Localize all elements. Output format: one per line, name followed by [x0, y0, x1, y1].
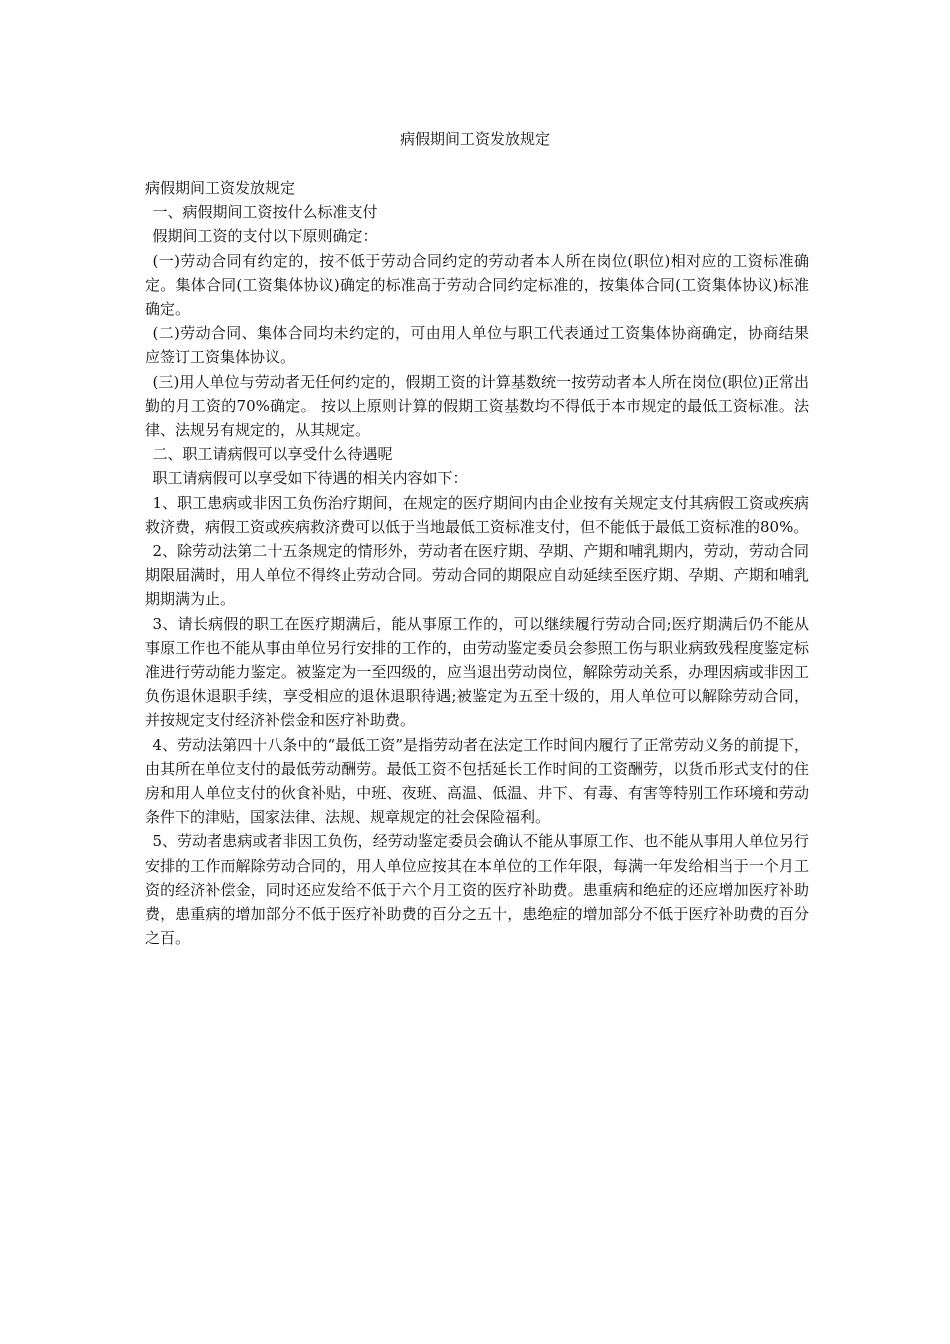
- document-body: [145, 176, 809, 951]
- section-heading-1: 一、病假期间工资按什么标准支付: [152, 203, 378, 222]
- paragraph-item-3: 3、请长病假的职工在医疗期满后，能从事原工作的，可以继续履行劳动合同;医疗期满后仍不能从事原工作也不能从事由单位另行安排的工作的，由劳动鉴定委员会参照工伤与职业病致残程度鉴定标准进行劳动能力鉴定。被鉴定为一至四级的，应当退出劳动岗位，解除劳动关系，办理因病或非因工负伤退休退职手续，享受相应的退休退职待遇;被鉴定为五至十级的，用人单位可以解除劳动合同，并按规定支付经济补偿金和医疗补助费。: [145, 614, 809, 730]
- paragraph-intro-1: 假期间工资的支付以下原则确定：: [152, 227, 378, 246]
- paragraph-item-1: 1、职工患病或非因工负伤治疗期间，在规定的医疗期间内由企业按有关规定支付其病假工资或疾病救济费，病假工资或疾病救济费可以低于当地最低工资标准支付，但不能低于最低工资标准的80%。: [145, 493, 809, 536]
- paragraph-rule-3: (三)用人单位与劳动者无任何约定的，假期工资的计算基数统一按劳动者本人所在岗位(职位)正常出勤的月工资的70%确定。 按以上原则计算的假期工资基数均不得低于本市规定的最低工资标准。法律、法规另有规定的，从其规定。: [145, 372, 809, 440]
- paragraph-rule-2: (二)劳动合同、集体合同均未约定的，可由用人单位与职工代表通过工资集体协商确定，协商结果应签订工资集体协议。: [145, 324, 809, 367]
- section-heading-2: 二、职工请病假可以享受什么待遇呢: [152, 445, 393, 464]
- paragraph-item-4: 4、劳动法第四十八条中的“最低工资”是指劳动者在法定工作时间内履行了正常劳动义务的前提下，由其所在单位支付的最低劳动酬劳。最低工资不包括延长工作时间的工资酬劳，以货币形式支付的住房和用人单位支付的伙食补贴，中班、夜班、高温、低温、井下、有毒、有害等特别工作环境和劳动条件下的津贴，国家法律、法规、规章规定的社会保险福利。: [145, 735, 809, 827]
- paragraph-intro-2: 职工请病假可以享受如下待遇的相关内容如下：: [152, 469, 468, 488]
- paragraph-rule-1: (一)劳动合同有约定的，按不低于劳动合同约定的劳动者本人所在岗位(职位)相对应的工资标准确定。集体合同(工资集体协议)确定的标准高于劳动合同约定标准的，按集体合同(工资集体协议)标准确定。: [145, 251, 809, 319]
- paragraph-item-2: 2、除劳动法第二十五条规定的情形外，劳动者在医疗期、孕期、产期和哺乳期内，劳动，劳动合同期限届满时，用人单位不得终止劳动合同。劳动合同的期限应自动延续至医疗期、孕期、产期和哺乳期期满为止。: [145, 542, 809, 609]
- body-heading: 病假期间工资发放规定: [145, 179, 296, 197]
- paragraph-item-5: 5、劳动者患病或者非因工负伤，经劳动鉴定委员会确认不能从事原工作、也不能从事用人单位另行安排的工作而解除劳动合同的，用人单位应按其在本单位的工作年限，每满一年发给相当于一个月工资的经济补偿金，同时还应发给不低于六个月工资的医疗补助费。患重病和绝症的还应增加医疗补助费，患重病的增加部分不低于医疗补助费的百分之五十，患绝症的增加部分不低于医疗补助费的百分之百。: [145, 832, 809, 948]
- document-title: 病假期间工资发放规定: [399, 130, 550, 148]
